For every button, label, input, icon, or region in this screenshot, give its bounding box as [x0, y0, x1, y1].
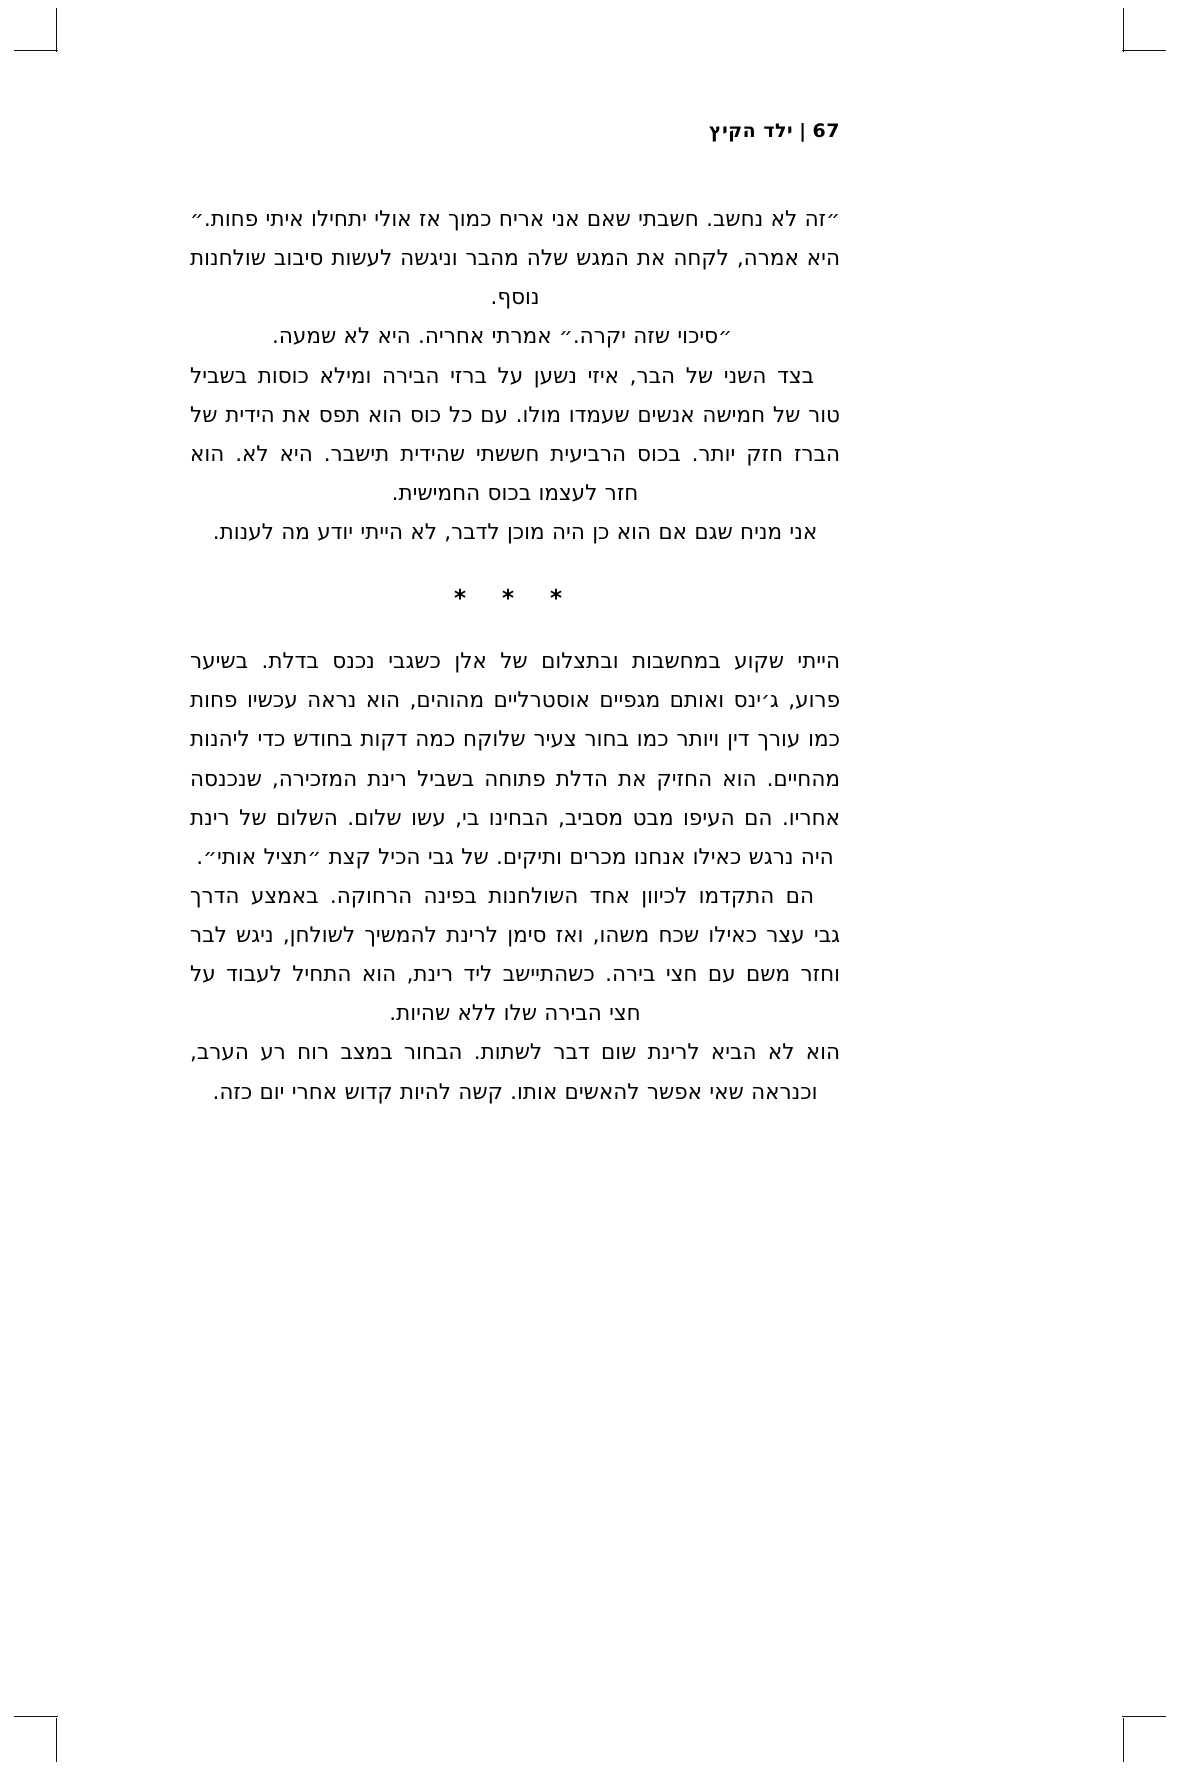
section-divider: * * * [453, 586, 577, 613]
crop-mark-top-right-vertical [1123, 8, 1124, 52]
crop-mark-top-right-horizontal [1122, 50, 1166, 51]
page-content [190, 120, 840, 1112]
crop-mark-top-left-vertical [56, 8, 57, 52]
paragraph: ״זה לא נחשב. חשבתי שאם אני אריח כמוך אז אולי יתחילו איתי פחות.״ היא אמרה, לקחה את המגש שלה מהבר וניגשה לעשות סיבוב שולחנות נוסף. [190, 207, 840, 311]
paragraph: אני מניח שגם אם הוא כן היה מוכן לדבר, לא הייתי יודע מה לענות. [212, 520, 818, 545]
crop-mark-bottom-left-vertical [56, 1718, 57, 1762]
paragraph: הייתי שקוע במחשבות ובתצלום של אלן כשגבי נכנס בדלת. בשיער פרוע, ג׳ינס ואותם מגפיים אוסטרליים מהוהים, הוא נראה עכשיו פחות כמו עורך דין ויותר כמו בחור צעיר שלוקח כמה דקות בחודש כדי ליהנות מהחיים. הוא החזיק את הדלת פתוחה בשביל רינת המזכירה, שנכנסה אחריו. הם העיפו מבט מסביב, הבחינו בי, עשו שלום. השלום של רינת היה נרגש כאילו אנחנו מכרים ותיקים. של גבי הכיל קצת ״תציל אותי״. [190, 649, 840, 870]
running-head-separator: | [799, 120, 807, 142]
book-title: ילד הקיץ [709, 120, 794, 142]
crop-mark-bottom-right-vertical [1123, 1718, 1124, 1762]
paragraph: הוא לא הביא לרינת שום דבר לשתות. הבחור במצב רוח רע הערב, וכנראה שאי אפשר להאשים אותו. קשה להיות קדוש אחרי יום כזה. [190, 1040, 840, 1105]
paragraph: ״סיכוי שזה יקרה.״ אמרתי אחריה. היא לא שמעה. [272, 324, 732, 350]
paragraph: הם התקדמו לכיוון אחד השולחנות בפינה הרחוקה. באמצע הדרך גבי עצר כאילו שכח משהו, ואז סימן לרינת להמשיך לשולחן, ניגש לבר וחזר משם עם חצי בירה. כשהתיישב ליד רינת, הוא התחיל לעבוד על חצי הבירה שלו ללא שהיות. [190, 883, 840, 1027]
crop-mark-bottom-right-horizontal [1122, 1716, 1166, 1717]
page-number: 67 [812, 120, 840, 142]
paragraph: בצד השני של הבר, איזי נשען על ברזי הבירה ומילא כוסות בשביל טור של חמישה אנשים שעמדו מולו. עם כל כוס הוא תפס את הידית של הברז חזק יותר. בכוס הרביעית חששתי שהידית תישבר. היא לא. הוא חזר לעצמו בכוס החמישית. [190, 363, 840, 506]
crop-mark-top-left-horizontal [14, 50, 58, 51]
crop-mark-bottom-left-horizontal [14, 1716, 58, 1717]
running-head [190, 120, 840, 142]
